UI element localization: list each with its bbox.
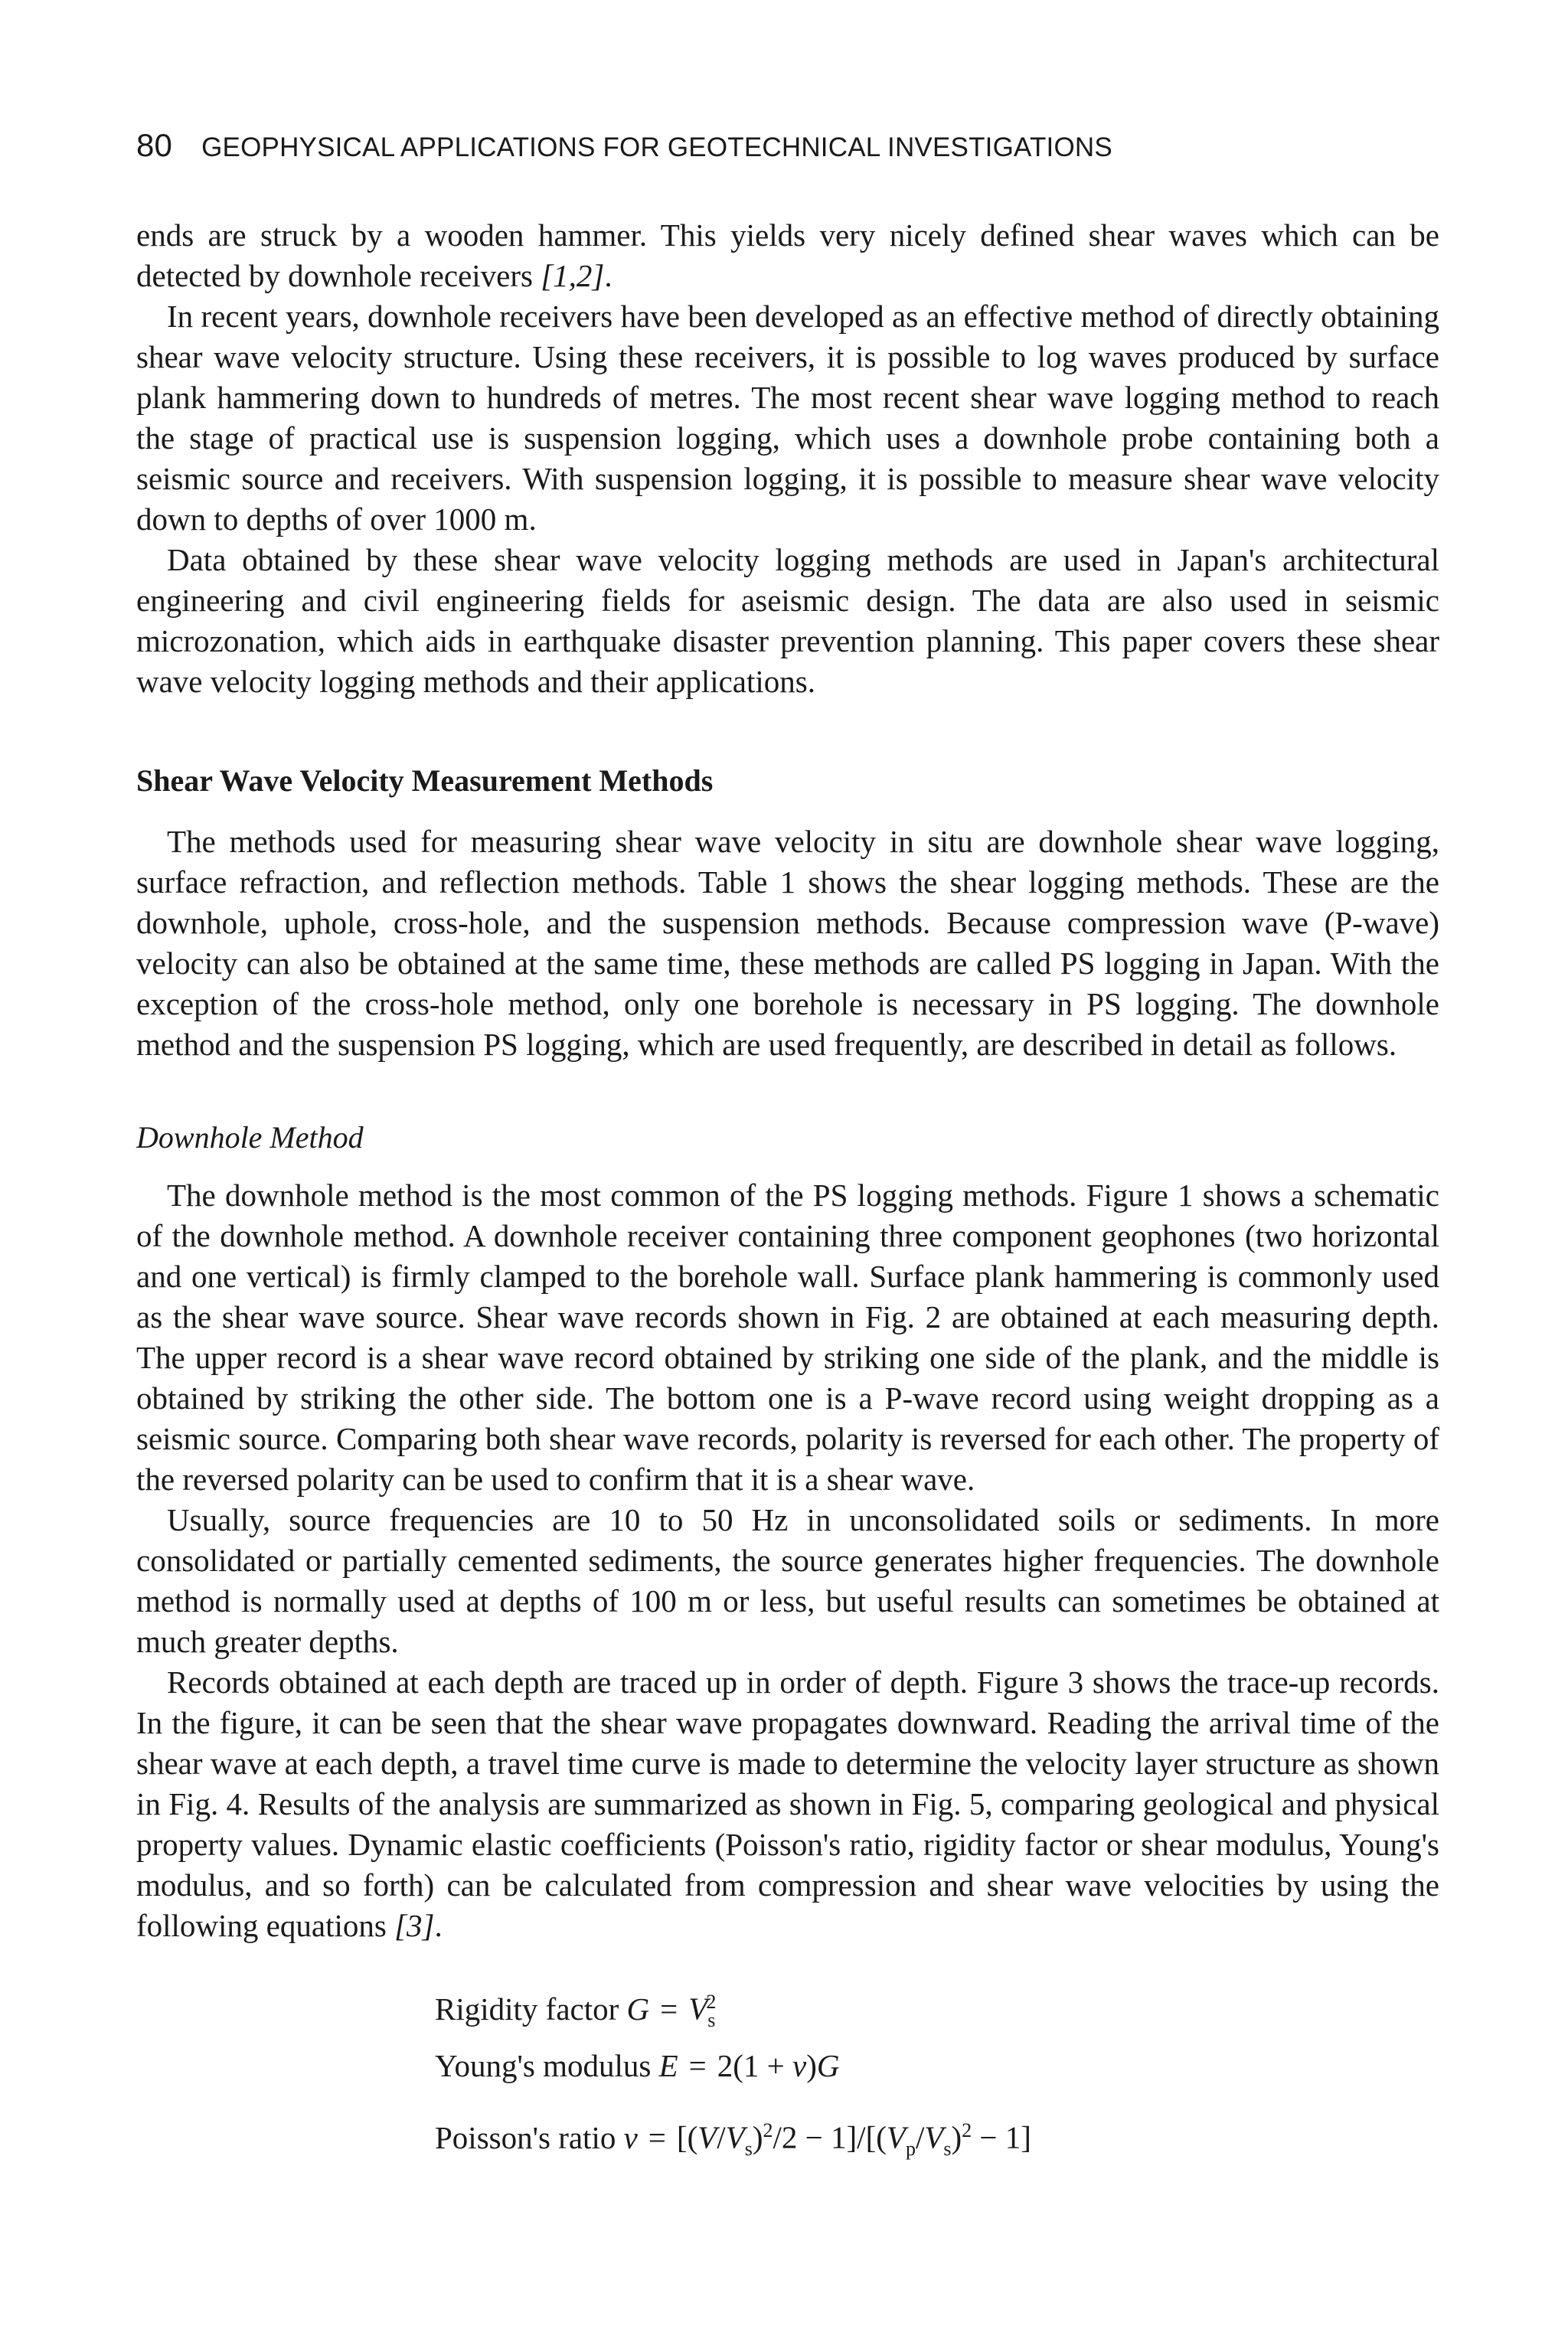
page	[136, 127, 1439, 2174]
subsection-paragraph-3-end: .	[434, 1908, 443, 1943]
equation-young	[435, 2046, 1439, 2110]
equation-label: Rigidity factor	[435, 1991, 619, 2027]
equation-label: Young's modulus	[435, 2048, 652, 2083]
equals-sign: =	[648, 2119, 666, 2155]
equation-symbol: ν	[623, 2119, 638, 2155]
intro-paragraph-3: Data obtained by these shear wave velocity logging methods are used in Japan's architectural engineering and civil engineering fields for aseismic design. The data are also used in seismic microzonation, which aids in earthquake disaster prevention planning. This paper covers these shear wave velocity logging methods and their applications.	[136, 542, 1439, 699]
subsection-paragraph-2: Usually, source frequencies are 10 to 50 Hz in unconsolidated soils or sediments. In more consolidated or partially cemented sediments, the source generates higher frequencies. The downhole method is normally used at depths of 100 m or less, but useful results can sometimes be obtained at much greater depths.	[136, 1502, 1439, 1659]
subsection-paragraph-1: The downhole method is the most common of the PS logging methods. Figure 1 shows a schematic of the downhole method. A downhole receiver containing three component geophones (two horizontal and one vertical) is firmly clamped to the borehole wall. Surface plank hammering is commonly used as the shear wave source. Shear wave records shown in Fig. 2 are obtained at each measuring depth. The upper record is a shear wave record obtained by striking one side of the plank, and the middle is obtained by striking the other side. The bottom one is a P-wave record using weight dropping as a seismic source. Comparing both shear wave records, polarity is reversed for each other. The property of the reversed polarity can be used to confirm that it is a shear wave.	[136, 1178, 1439, 1497]
equation-rigidity	[435, 1981, 1439, 2046]
equation-symbol: E	[658, 2048, 678, 2083]
section-heading: Shear Wave Velocity Measurement Methods	[136, 763, 714, 798]
citation: [1,2]	[541, 258, 605, 293]
equation-label: Poisson's ratio	[435, 2119, 616, 2155]
citation: [3]	[394, 1908, 435, 1943]
intro-paragraph-1-end: .	[604, 258, 612, 293]
intro-paragraph-1-text: ends are struck by a wooden hammer. This yields very nicely defined shear waves which can be detected by downhole receivers	[136, 217, 1439, 293]
running-title: GEOPHYSICAL APPLICATIONS FOR GEOTECHNICAL INVESTIGATIONS	[201, 132, 1112, 162]
equation-expression: 2(1 + ν)G	[717, 2048, 840, 2083]
equation-symbol: G	[626, 1991, 650, 2027]
equation-expression: $V_s^2$	[688, 1991, 717, 2031]
subsection-paragraph-3	[136, 1662, 1439, 1946]
equations-block	[435, 1981, 1439, 2174]
running-header	[136, 127, 1439, 163]
subsection-heading: Downhole Method	[136, 1120, 364, 1155]
equation-poisson	[435, 2110, 1439, 2174]
intro-paragraph-2: In recent years, downhole receivers have been developed as an effective method of directly obtaining shear wave velocity structure. Using these receivers, it is possible to log waves produced by surface plank hammering down to hundreds of metres. The most recent shear wave logging method to reach the stage of practical use is suspension logging, which uses a downhole probe containing both a seismic source and receivers. With suspension logging, it is possible to measure shear wave velocity down to depths of over 1000 m.	[136, 299, 1439, 537]
subsection-paragraph-3-text: Records obtained at each depth are traced up in order of depth. Figure 3 shows the trace-up records. In the figure, it can be seen that the shear wave propagates downward. Reading the arrival time of the shear wave at each depth, a travel time curve is made to determine the velocity layer structure as shown in Fig. 4. Results of the analysis are summarized as shown in Fig. 5, comparing geological and physical property values. Dynamic elastic coefficients (Poisson's ratio, rigidity factor or shear modulus, Young's modulus, and so forth) can be calculated from compression and shear wave velocities by using the following equations	[136, 1664, 1439, 1943]
page-number: 80	[136, 127, 173, 163]
equation-expression: $[(V/V_s)^2/2 - 1]/[(V_p/V_s)^2 - 1]$	[676, 2119, 1031, 2160]
equals-sign: =	[660, 1991, 678, 2027]
intro-paragraph-1	[136, 215, 1439, 296]
equals-sign: =	[688, 2048, 707, 2083]
section-paragraph-1: The methods used for measuring shear wave velocity in situ are downhole shear wave logging, surface refraction, and reflection methods. Table 1 shows the shear logging methods. These are the downhole, uphole, cross-hole, and the suspension methods. Because compression wave (P-wave) velocity can also be obtained at the same time, these methods are called PS logging in Japan. With the exception of the cross-hole method, only one borehole is necessary in PS logging. The downhole method and the suspension PS logging, which are used frequently, are described in detail as follows.	[136, 824, 1439, 1062]
